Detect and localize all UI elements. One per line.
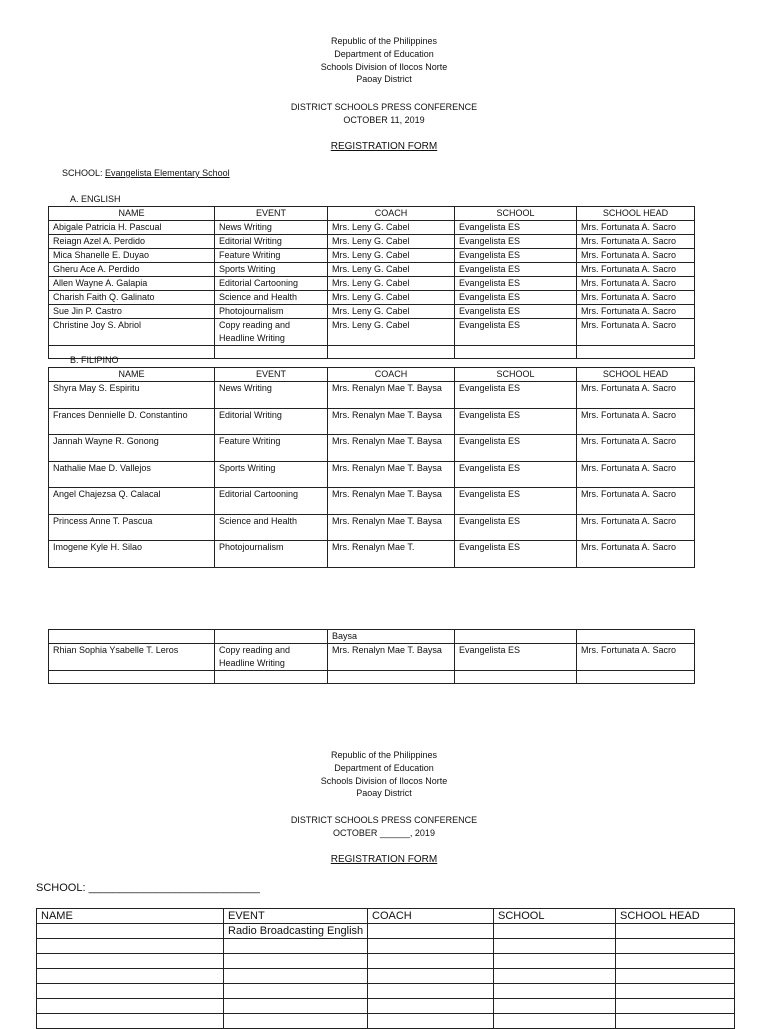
cell-name: Imogene Kyle H. Silao (49, 541, 215, 568)
cell-coach: Mrs. Leny G. Cabel (328, 305, 455, 319)
date-line: OCTOBER 11, 2019 (343, 114, 425, 125)
cell-event: Sports Writing (215, 461, 328, 488)
cell-school-head (616, 924, 735, 939)
table-row (49, 435, 695, 462)
section-filipino-label: B. FILIPINO (70, 355, 119, 365)
table-row (37, 924, 735, 939)
cell-coach: Mrs. Leny G. Cabel (328, 319, 455, 346)
header-school: SCHOOL (455, 368, 577, 382)
cell-school-head: Mrs. Fortunata A. Sacro (577, 461, 695, 488)
cell-name: Allen Wayne A. Galapia (49, 277, 215, 291)
cell-name (37, 969, 224, 984)
table-row (37, 969, 735, 984)
cell-school: Evangelista ES (455, 249, 577, 263)
cell-name: Jannah Wayne R. Gonong (49, 435, 215, 462)
cell-event: Photojournalism (215, 305, 328, 319)
header-event: EVENT (215, 207, 328, 221)
filipino-table (48, 367, 695, 568)
cell-coach: Mrs. Renalyn Mae T. Baysa (328, 488, 455, 515)
cell-school: Evangelista ES (455, 541, 577, 568)
table-row (49, 488, 695, 515)
cell-event: Copy reading and Headline Writing (215, 644, 328, 671)
table-row (49, 346, 695, 359)
cell-event: Editorial Writing (215, 408, 328, 435)
cell-school: Evangelista ES (455, 305, 577, 319)
cell-name (37, 954, 224, 969)
page2-header (0, 749, 768, 800)
cell-school (494, 954, 616, 969)
cell-coach (368, 969, 494, 984)
cell-coach: Mrs. Leny G. Cabel (328, 263, 455, 277)
cell-event (215, 346, 328, 359)
cell-school-head: Mrs. Fortunata A. Sacro (577, 514, 695, 541)
cell-school-head (616, 954, 735, 969)
cell-school: Evangelista ES (455, 235, 577, 249)
header-school: SCHOOL (455, 207, 577, 221)
cell-coach: Mrs. Leny G. Cabel (328, 249, 455, 263)
table-row (49, 630, 695, 644)
cell-name: Princess Anne T. Pascua (49, 514, 215, 541)
date-blank-line: OCTOBER ______, 2019 (333, 827, 435, 838)
cell-school-head: Mrs. Fortunata A. Sacro (577, 235, 695, 249)
header-school-head: SCHOOL HEAD (616, 909, 735, 924)
cell-name: Nathalie Mae D. Vallejos (49, 461, 215, 488)
cell-school-head (616, 939, 735, 954)
conference-line: DISTRICT SCHOOLS PRESS CONFERENCE (290, 102, 478, 112)
table-row (37, 999, 735, 1014)
cell-empty (49, 630, 215, 644)
cell-coach: Mrs. Leny G. Cabel (328, 235, 455, 249)
table-row (49, 461, 695, 488)
page1-conference (0, 101, 768, 127)
table-row (49, 671, 695, 684)
cell-event: News Writing (215, 382, 328, 409)
cell-event: Science and Health (215, 514, 328, 541)
cell-coach: Mrs. Leny G. Cabel (328, 221, 455, 235)
table-row (37, 1014, 735, 1029)
cell-school (494, 999, 616, 1014)
school-label: SCHOOL: (62, 168, 103, 178)
header-coach: COACH (328, 207, 455, 221)
cell-school (494, 969, 616, 984)
cell-school: Evangelista ES (455, 644, 577, 671)
cell-school: Evangelista ES (455, 319, 577, 346)
cell-school (494, 984, 616, 999)
cell-school-head (577, 346, 695, 359)
cell-school (494, 924, 616, 939)
cell-event: News Writing (215, 221, 328, 235)
section-english-label: A. ENGLISH (70, 194, 121, 204)
cell-school: Evangelista ES (455, 461, 577, 488)
cell-school: Evangelista ES (455, 263, 577, 277)
table-row (49, 408, 695, 435)
cell-event: Photojournalism (215, 541, 328, 568)
header-event: EVENT (215, 368, 328, 382)
district-line: Paoay District (356, 74, 412, 85)
form-title: REGISTRATION FORM (330, 854, 438, 865)
filipino-continuation-table (48, 629, 695, 684)
cell-empty (215, 671, 328, 684)
cell-name: Mica Shanelle E. Duyao (49, 249, 215, 263)
cell-school-head: Mrs. Fortunata A. Sacro (577, 277, 695, 291)
header-school-head: SCHOOL HEAD (577, 207, 695, 221)
cell-empty (215, 630, 328, 644)
cell-event (224, 954, 368, 969)
division-line: Schools Division of Ilocos Norte (320, 61, 448, 72)
header-school-head: SCHOOL HEAD (577, 368, 695, 382)
cell-school: Evangelista ES (455, 514, 577, 541)
header-coach: COACH (368, 909, 494, 924)
cell-coach: Mrs. Renalyn Mae T. (328, 541, 455, 568)
cell-school-head (616, 999, 735, 1014)
cell-name (37, 924, 224, 939)
cell-event (224, 984, 368, 999)
header-name: NAME (37, 909, 224, 924)
blank-registration-table (36, 908, 735, 1029)
deped-line: Department of Education (334, 48, 434, 59)
cell-event (224, 969, 368, 984)
cell-coach (368, 924, 494, 939)
table-row (49, 541, 695, 568)
cell-school: Evangelista ES (455, 382, 577, 409)
table-row (49, 382, 695, 409)
table-row (49, 249, 695, 263)
table-row (49, 235, 695, 249)
table-row (49, 319, 695, 346)
table-row (49, 514, 695, 541)
cell-school-head (616, 1014, 735, 1029)
cell-event: Sports Writing (215, 263, 328, 277)
cell-name: Reiagn Azel A. Perdido (49, 235, 215, 249)
cell-school-head: Mrs. Fortunata A. Sacro (577, 249, 695, 263)
cell-coach: Mrs. Leny G. Cabel (328, 291, 455, 305)
cell-coach (368, 1014, 494, 1029)
cell-coach: Mrs. Renalyn Mae T. Baysa (328, 435, 455, 462)
cell-name: Charish Faith Q. Galinato (49, 291, 215, 305)
cell-event: Feature Writing (215, 249, 328, 263)
table-row (49, 263, 695, 277)
school-blank-line: SCHOOL: ____________________________ (36, 882, 260, 894)
cell-school: Evangelista ES (455, 221, 577, 235)
cell-name (37, 999, 224, 1014)
cell-school-head: Mrs. Fortunata A. Sacro (577, 382, 695, 409)
english-table (48, 206, 695, 359)
cell-coach: Mrs. Leny G. Cabel (328, 277, 455, 291)
cell-school-head: Mrs. Fortunata A. Sacro (577, 305, 695, 319)
cell-event: Editorial Writing (215, 235, 328, 249)
cell-school: Evangelista ES (455, 435, 577, 462)
cell-name: Sue Jin P. Castro (49, 305, 215, 319)
table-row (49, 221, 695, 235)
page1-header (0, 35, 768, 86)
cell-school-head: Mrs. Fortunata A. Sacro (577, 221, 695, 235)
cell-school-head: Mrs. Fortunata A. Sacro (577, 408, 695, 435)
cell-school (494, 939, 616, 954)
cell-event (224, 999, 368, 1014)
table-row (49, 291, 695, 305)
deped-line: Department of Education (334, 762, 434, 773)
table-row (37, 954, 735, 969)
cell-event: Science and Health (215, 291, 328, 305)
cell-coach-continued: Baysa (328, 630, 455, 644)
blank-header-row (37, 909, 735, 924)
page2-form-title (0, 853, 768, 867)
cell-event: Copy reading and Headline Writing (215, 319, 328, 346)
cell-coach: Mrs. Renalyn Mae T. Baysa (328, 461, 455, 488)
cell-empty (328, 671, 455, 684)
cell-empty (577, 671, 695, 684)
cell-empty (455, 671, 577, 684)
table-row (37, 984, 735, 999)
header-coach: COACH (328, 368, 455, 382)
table-row (49, 277, 695, 291)
cell-coach (368, 984, 494, 999)
cell-school-head: Mrs. Fortunata A. Sacro (577, 263, 695, 277)
page2-conference (0, 814, 768, 840)
header-event: EVENT (224, 909, 368, 924)
division-line: Schools Division of Ilocos Norte (320, 775, 448, 786)
cell-school-head: Mrs. Fortunata A. Sacro (577, 319, 695, 346)
header-school: SCHOOL (494, 909, 616, 924)
cell-empty (49, 671, 215, 684)
cell-name (37, 984, 224, 999)
cell-name: Shyra May S. Espiritu (49, 382, 215, 409)
cell-name: Angel Chajezsa Q. Calacal (49, 488, 215, 515)
cell-empty (577, 630, 695, 644)
republic-line: Republic of the Philippines (330, 750, 438, 760)
cell-name: Frances Dennielle D. Constantino (49, 408, 215, 435)
cell-school-head: Mrs. Fortunata A. Sacro (577, 541, 695, 568)
cell-name (37, 1014, 224, 1029)
cell-school (455, 346, 577, 359)
cell-coach: Mrs. Renalyn Mae T. Baysa (328, 408, 455, 435)
cell-school: Evangelista ES (455, 277, 577, 291)
cell-coach (368, 954, 494, 969)
cell-school-head: Mrs. Fortunata A. Sacro (577, 291, 695, 305)
cell-event (224, 939, 368, 954)
cell-school-head: Mrs. Fortunata A. Sacro (577, 435, 695, 462)
cell-school-head (616, 984, 735, 999)
cell-name: Christine Joy S. Abriol (49, 319, 215, 346)
cell-coach (368, 939, 494, 954)
cell-name: Rhian Sophia Ysabelle T. Leros (49, 644, 215, 671)
cell-event: Editorial Cartooning (215, 488, 328, 515)
school-value: Evangelista Elementary School (105, 168, 230, 178)
cell-coach (368, 999, 494, 1014)
header-name: NAME (49, 207, 215, 221)
cell-coach: Mrs. Renalyn Mae T. Baysa (328, 514, 455, 541)
cell-school-head: Mrs. Fortunata A. Sacro (577, 644, 695, 671)
cell-name: Abigale Patricia H. Pascual (49, 221, 215, 235)
cell-event: Editorial Cartooning (215, 277, 328, 291)
cell-school: Evangelista ES (455, 488, 577, 515)
district-line: Paoay District (356, 788, 412, 799)
english-header-row (49, 207, 695, 221)
form-title: REGISTRATION FORM (330, 141, 438, 152)
cell-school: Evangelista ES (455, 291, 577, 305)
header-name: NAME (49, 368, 215, 382)
cell-name (37, 939, 224, 954)
cell-event: Feature Writing (215, 435, 328, 462)
filipino-header-row (49, 368, 695, 382)
cell-name: Gheru Ace A. Perdido (49, 263, 215, 277)
republic-line: Republic of the Philippines (330, 36, 438, 46)
cell-coach: Mrs. Renalyn Mae T. Baysa (328, 644, 455, 671)
cell-school-head (616, 969, 735, 984)
cell-empty (455, 630, 577, 644)
cell-coach: Mrs. Renalyn Mae T. Baysa (328, 382, 455, 409)
cell-school-head: Mrs. Fortunata A. Sacro (577, 488, 695, 515)
cell-event: Radio Broadcasting English (224, 924, 368, 939)
table-row (49, 644, 695, 671)
cell-school: Evangelista ES (455, 408, 577, 435)
cell-coach (328, 346, 455, 359)
table-row (37, 939, 735, 954)
conference-line: DISTRICT SCHOOLS PRESS CONFERENCE (290, 815, 478, 825)
school-line (62, 167, 230, 179)
page1-form-title (0, 140, 768, 154)
cell-school (494, 1014, 616, 1029)
cell-event (224, 1014, 368, 1029)
table-row (49, 305, 695, 319)
